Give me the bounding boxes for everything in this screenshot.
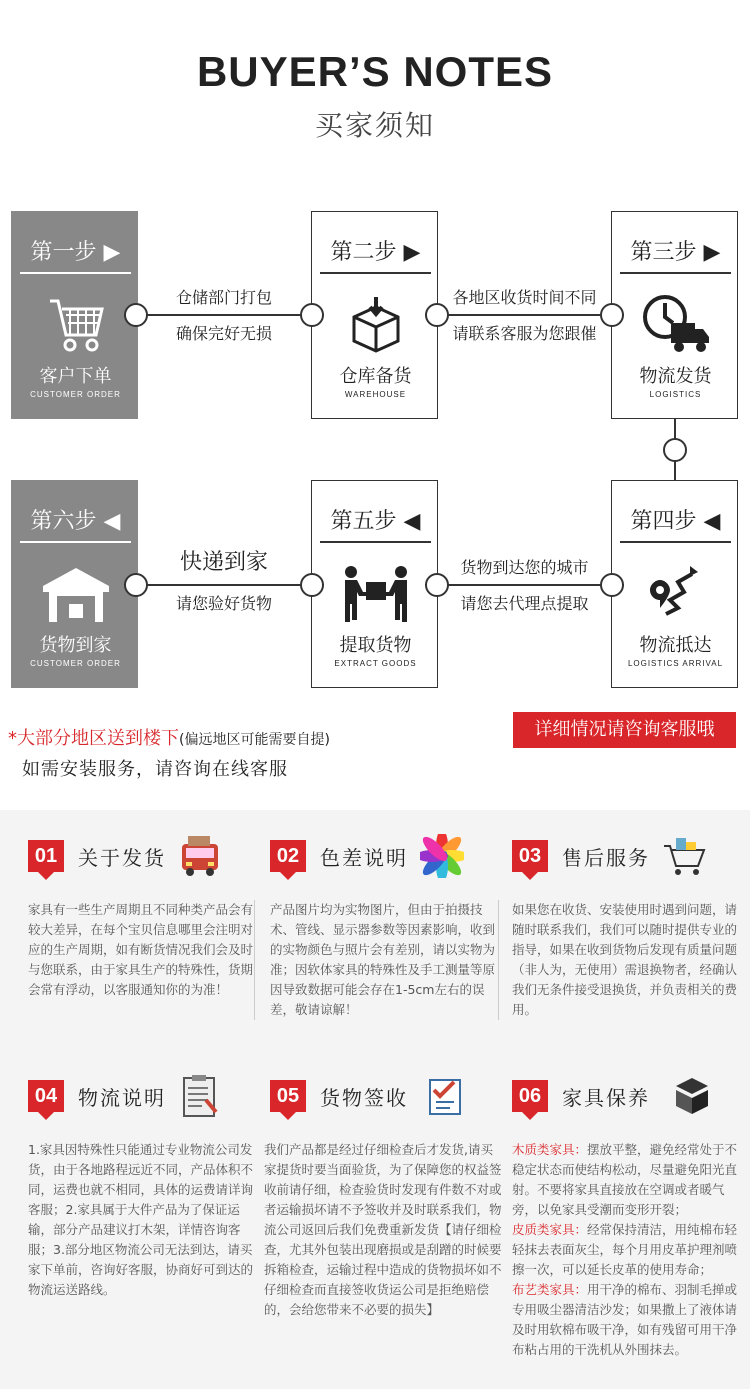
clipboard-icon <box>178 1074 222 1118</box>
step-5-box <box>311 480 438 688</box>
card-body: 产品图片均为实物图片，但由于拍摄技术、管线、显示器参数等因素影响，收到的实物颜色与照片会有差别，请以实物为准；因软体家具的特殊性及手工测量等原因导致数据可能会存在1-5cm左右的误差，敬请谅解！ <box>270 902 496 1017</box>
connector-1 <box>124 285 324 345</box>
step-en: LOGISTICS ARRIVAL <box>627 659 724 668</box>
shopping-basket-icon <box>662 834 706 878</box>
connector-bottom-text: 请您验好货物 <box>172 594 276 613</box>
connector-bottom-text: 请您去代理点提取 <box>456 594 592 613</box>
card-body: 1.家具因特殊性只能通过专业物流公司发货，由于各地路程远近不同，产品体积不同，运费也就不相同，具体的运费请详询客服；2.家具属于大件产品为了保证运输，部分产品建议打木架，详情咨询客服；3.部分地区物流公司无法到达，请买家下单前，咨询好客服，协商好可到达的物流运送路线。 <box>28 1142 254 1297</box>
card-number: 05 <box>270 1080 306 1112</box>
card-body <box>512 1140 740 1360</box>
card-number: 02 <box>270 840 306 872</box>
delivery-note-main: *大部分地区送到楼下 <box>8 728 179 749</box>
card-number: 01 <box>28 840 64 872</box>
card-title: 家具保养 <box>562 1086 650 1110</box>
truck-icon <box>178 834 222 878</box>
card-title: 物流说明 <box>78 1086 166 1110</box>
card-number: 03 <box>512 840 548 872</box>
page-subtitle: 买家须知 <box>314 109 435 142</box>
card-body: 我们产品都是经过仔细检查后才发货,请买家提货时要当面验货，为了保障您的权益签收前请仔细，检查验货时发现有件数不对或者运输损坏请不予签收并及时联系我们，物流公司返回后我们免费重新发货【请仔细检查，尤其外包装出现磨损或是刮蹭的时候要拆箱检查，运输过程中造成的货物损坏如不仔细检查而直接签收货运公司是拒绝赔偿的，会给您带来不必要的损失】 <box>264 1142 502 1317</box>
step-label: 第二步 ▶ <box>320 234 431 274</box>
step-name: 物流抵达 <box>639 635 712 656</box>
step-name: 仓库备货 <box>339 366 412 387</box>
fabric-furniture-label: 布艺类家具： <box>512 1282 588 1297</box>
step-en: WAREHOUSE <box>344 390 407 399</box>
card-body: 如果您在收货、安装使用时遇到问题，请随时联系我们，我们可以随时提供专业的指导，如果在收到货物后发现有质量问题（非人为，无使用）需退换物者，经确认我们无条件接受退换货，并负责相关的费用。 <box>512 902 738 1017</box>
step-name: 货物到家 <box>39 635 112 656</box>
info-section <box>0 810 750 1389</box>
card-title: 货物签收 <box>320 1086 408 1110</box>
connector-top-text: 仓储部门打包 <box>172 288 276 307</box>
checklist-icon <box>424 1074 468 1118</box>
connector-top-text: 快递到家 <box>176 550 272 575</box>
leather-furniture-label: 皮质类家具： <box>512 1222 588 1237</box>
contact-service-button[interactable]: 详细情况请咨询客服哦 <box>513 712 736 748</box>
step-6-box <box>11 480 138 688</box>
connector-bottom-text: 确保完好无损 <box>172 324 276 343</box>
install-note: 如需安装服务，请咨询在线客服 <box>22 759 288 780</box>
delivery-note <box>8 724 330 750</box>
page-title: BUYER’S NOTES <box>196 48 554 95</box>
package-box-icon <box>312 290 439 360</box>
wood-furniture-label: 木质类家具： <box>512 1142 588 1157</box>
house-garage-icon <box>12 559 139 629</box>
card-number: 06 <box>512 1080 548 1112</box>
delivery-note-small: (偏远地区可能需要自提) <box>179 732 330 748</box>
boxes-icon <box>670 1074 714 1118</box>
step-en: LOGISTICS <box>649 390 702 399</box>
card-title: 色差说明 <box>320 846 408 870</box>
step-name: 提取货物 <box>339 635 412 656</box>
wood-furniture-text: 摆放平整，避免经常处于不稳定状态而使结构松动，尽量避免阳光直射。不要将家具直接放在空调或者暖气旁，以免家具受潮而变形开裂； <box>512 1142 738 1217</box>
step-3-box <box>611 211 738 419</box>
step-1-box <box>11 211 138 419</box>
step-label: 第三步 ▶ <box>620 234 731 274</box>
step-name: 客户下单 <box>39 366 112 387</box>
connector-top-text: 各地区收货时间不同 <box>448 288 600 307</box>
step-label: 第一步 ▶ <box>20 234 131 274</box>
step-label: 第四步 ◀ <box>620 503 731 543</box>
step-en: EXTRACT GOODS <box>334 659 417 668</box>
step-2-box <box>311 211 438 419</box>
step-name: 物流发货 <box>639 366 712 387</box>
card-body: 家具有一些生产周期且不同种类产品会有较大差异，在每个宝贝信息哪里会注明对应的生产周期，如有断货情况我们会及时与您联系，由于家具生产的特殊性，货期会常有浮动，以客服通知你的为准！ <box>28 902 254 997</box>
people-carrying-box-icon <box>312 559 439 629</box>
delivery-truck-icon <box>612 290 739 360</box>
card-number: 04 <box>28 1080 64 1112</box>
connector-3 <box>425 555 624 615</box>
color-wheel-icon <box>420 834 464 878</box>
connector-top-text: 货物到达您的城市 <box>456 558 592 577</box>
card-title: 关于发货 <box>78 846 166 870</box>
leather-furniture-text: 经常保持清洁，用纯棉布轻轻抹去表面灰尘，每个月用皮革护理剂喷擦一次，可以延长皮革的使用寿命； <box>512 1222 738 1277</box>
step-en: CUSTOMER ORDER <box>30 659 121 668</box>
map-pin-route-icon <box>612 559 739 629</box>
shopping-cart-icon <box>12 290 139 360</box>
fabric-furniture-text: 用干净的棉布、羽制毛掸或专用吸尘器清洁沙发；如果撒上了液体请及时用软棉布吸干净，如有残留可用干净布粘占用的干洗机从外围抹去。 <box>512 1282 738 1357</box>
step-en: CUSTOMER ORDER <box>30 390 121 399</box>
step-label: 第五步 ◀ <box>320 503 431 543</box>
step-label: 第六步 ◀ <box>20 503 131 543</box>
card-title: 售后服务 <box>562 846 650 870</box>
connector-2 <box>425 285 624 345</box>
connector-4 <box>124 550 324 615</box>
step-4-box <box>611 480 738 688</box>
connector-bottom-text: 请联系客服为您跟催 <box>448 324 600 343</box>
vertical-connector-dot <box>663 438 687 462</box>
